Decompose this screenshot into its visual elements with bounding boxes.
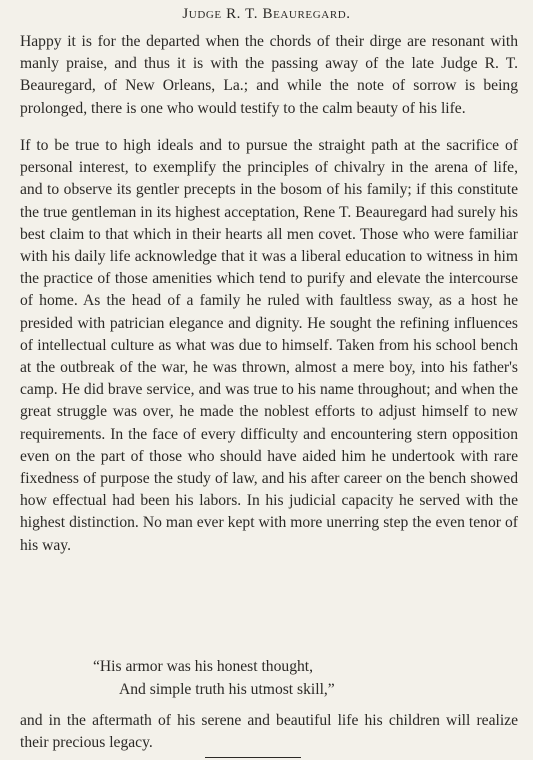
paragraph-body: If to be true to high ideals and to pursue the straight path at the sacrifice of personal interest, to exemplify the principles of chivalry in the arena of life, and to observe its gentler precepts in the bosom of his family; if this constitute the true gentleman in its highest acceptation, Rene T. Beauregard had surely his best claim to that which in their hearts all men covet. Those who were familiar with his daily life acknowledge that it was a liberal education to witness in him the practice of those amenities which tend to purify and elevate the intercourse of home. As the head of a family he ruled with faultless sway, as a host he presided with patrician elegance and dignity. He sought the refining influences of intellectual culture as what was due to himself. Taken from his school bench at the outbreak of the war, he was thrown, almost a mere boy, into his father's camp. He did brave service, and was true to his name throughout; and when the great struggle was over, he made the noblest efforts to adjust himself to new requirements. In the face of every difficulty and encountering stern opposition even on the part of those who should have aided him he undertook with rare fixedness of purpose the study of law, and his after career on the bench showed how effectual had been his labors. In his judicial capacity he served with the highest distinction. No man ever kept with more unerring step the even tenor of his way. <box>20 137 518 554</box>
paragraph-closing: and in the aftermath of his serene and beautiful life his children will realize their precious legacy. <box>20 712 518 752</box>
poem-line-2: And simple truth his utmost skill,” <box>119 681 335 698</box>
paragraph-intro: Happy it is for the departed when the chords of their dirge are resonant with manly praise, and thus it is with the passing away of the late Judge R. T. Beauregard, of New Orleans, La.; and while the note of sorrow is being prolonged, there is one who would testify to the calm beauty of his life. <box>20 33 518 117</box>
page-title: Judge R. T. Beauregard. <box>182 6 351 22</box>
section-divider <box>205 757 301 758</box>
poem-line-1: “His armor was his honest thought, <box>93 658 314 675</box>
